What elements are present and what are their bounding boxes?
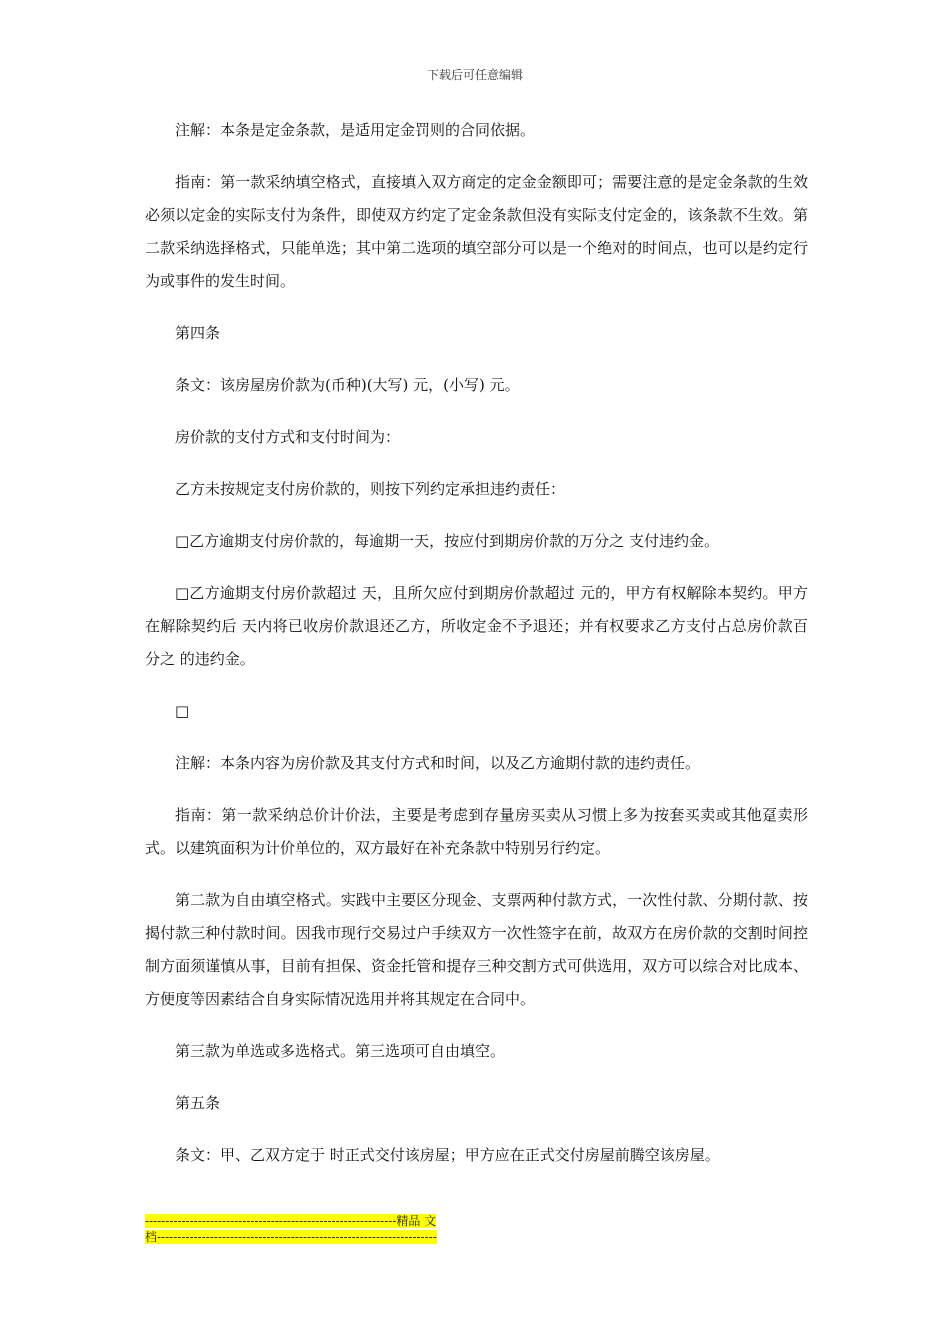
checkbox-option-1: □乙方逾期支付房价款的，每逾期一天，按应付到期房价款的万分之 支付违约金。	[175, 532, 719, 550]
paragraph-guide-deposit: 指南：第一款采纳填空格式，直接填入双方商定的定金金额即可；需要注意的是定金条款的生效必须以定金的实际支付为条件，即使双方约定了定金条款但没有实际支付定金的，该条款不生效。第二款采纳选择格式，只能单选；其中第二选项的填空部分可以是一个绝对的时间点，也可以是约定行为或事件的发生时间。	[145, 173, 808, 290]
paragraph-clause-2: 第二款为自由填空格式。实践中主要区分现金、支票两种付款方式，一次性付款、分期付款、按揭付款三种付款时间。因我市现行交易过户手续双方一次性签字在前，故双方在房价款的交割时间控制方面须谨慎从事，目前有担保、资金托管和提存三种交割方式可供选用，双方可以综合对比成本、方便度等因素结合自身实际情况选用并将其规定在合同中。	[145, 891, 808, 1008]
article-4-heading: 第四条	[175, 324, 221, 342]
paragraph-guide-price: 指南：第一款采纳总价计价法，主要是考虑到存量房买卖从习惯上多为按套买卖或其他趸卖形式。以建筑面积为计价单位的，双方最好在补充条款中特别另行约定。	[145, 806, 808, 857]
paragraph-payment-method: 房价款的支付方式和支付时间为：	[175, 428, 401, 446]
footer-line-1: --------------------------------------------------------------精品 文	[145, 1214, 437, 1228]
page-header: 下载后可任意编辑	[426, 68, 523, 82]
paragraph-note-deposit: 注解：本条是定金条款，是适用定金罚则的合同依据。	[175, 121, 536, 139]
page-footer	[145, 1213, 437, 1245]
paragraph-clause-3: 第三款为单选或多选格式。第三选项可自由填空。	[175, 1042, 506, 1060]
footer-line-2: 档---------------------------------------------------------------------	[145, 1230, 437, 1244]
checkbox-option-3: □	[175, 702, 190, 720]
paragraph-breach-intro: 乙方未按规定支付房价款的，则按下列约定承担违约责任：	[175, 480, 566, 498]
paragraph-article-5-text: 条文：甲、乙双方定于 时正式交付该房屋；甲方应在正式交付房屋前腾空该房屋。	[175, 1146, 720, 1164]
paragraph-article-4-text: 条文：该房屋房价款为(币种)(大写) 元，(小写) 元。	[175, 376, 520, 394]
checkbox-option-2: □乙方逾期支付房价款超过 天，且所欠应付到期房价款超过 元的，甲方有权解除本契约。甲方在解除契约后 天内将已收房价款退还乙方，所收定金不予退还；并有权要求乙方支付占总房价款百分之 的违约金。	[145, 584, 808, 668]
paragraph-note-price: 注解：本条内容为房价款及其支付方式和时间，以及乙方逾期付款的违约责任。	[175, 754, 701, 772]
article-5-heading: 第五条	[175, 1094, 221, 1112]
document-body	[145, 114, 808, 1191]
